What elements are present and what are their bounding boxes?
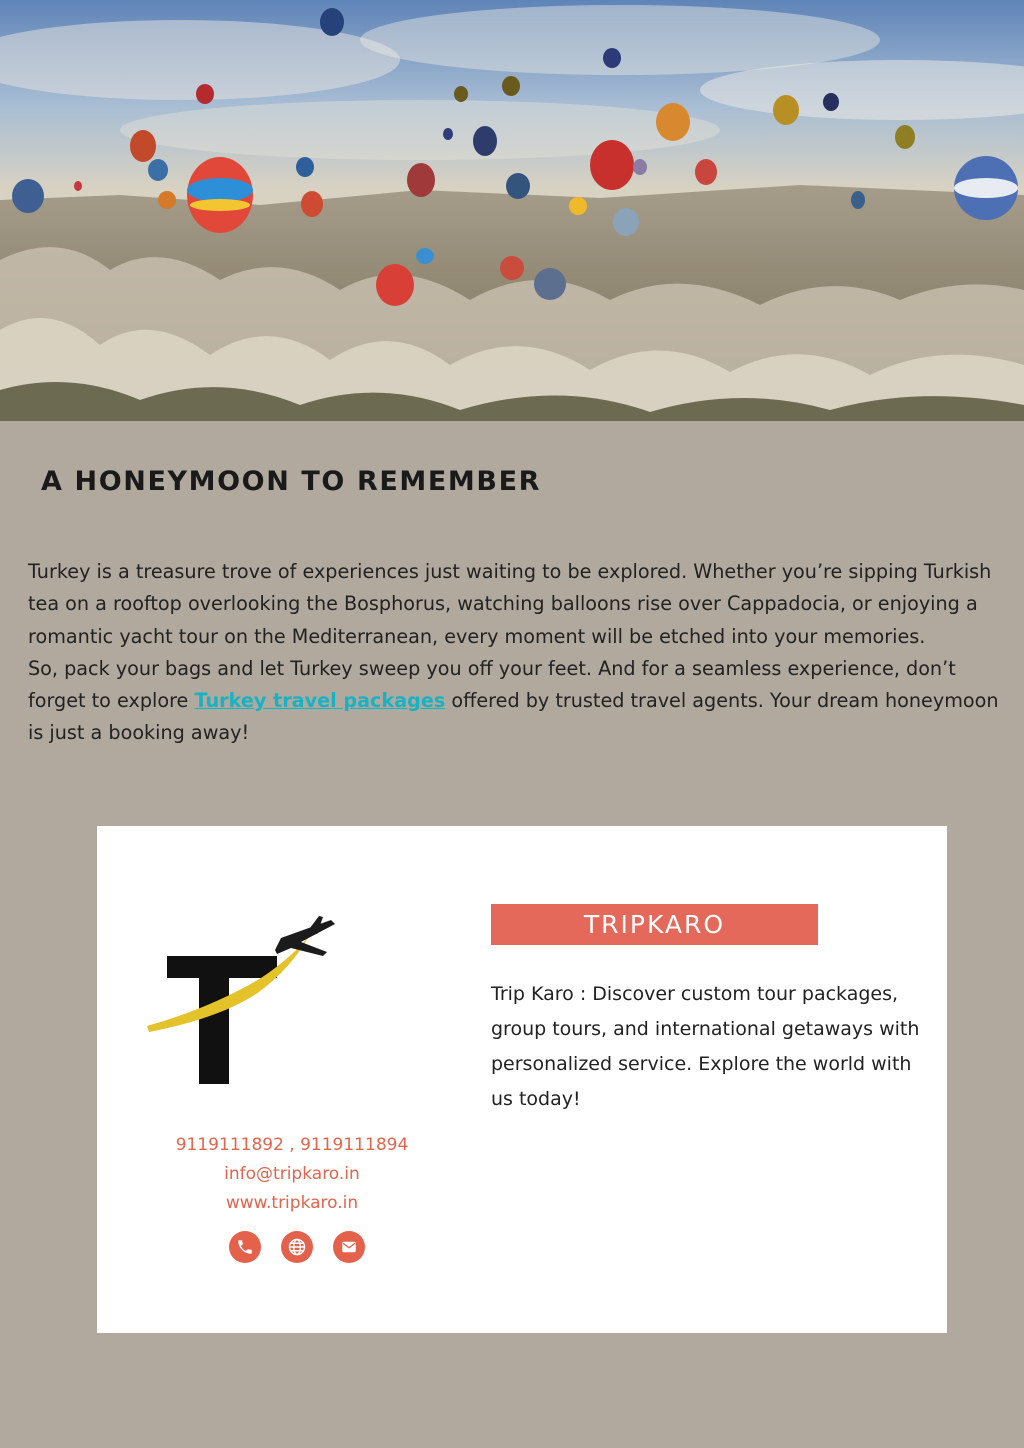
company-card — [97, 826, 947, 1333]
phone-icon[interactable] — [229, 1231, 261, 1263]
turkey-packages-link[interactable]: Turkey travel packages — [194, 689, 446, 713]
paragraph-cta-before: So, pack your bags and let Turkey sweep you off your feet. And for a seamless experience, don’t forget to explore — [28, 656, 956, 713]
website-address[interactable]: www.tripkaro.in — [225, 1193, 359, 1213]
hero-image — [0, 0, 1024, 421]
paragraph-intro: Turkey is a treasure trove of experiences just waiting to be explored. Whether you’re sipping Turkish tea on a rooftop overlooking the Bosphorus, watching balloons rise over Cappadocia, or enjoying a romantic yacht tour on the Mediterranean, every moment will be etched into your memories. — [28, 560, 992, 648]
paragraph-cta — [28, 653, 1003, 750]
tripkaro-logo-icon — [141, 908, 351, 1088]
contact-info — [157, 1131, 427, 1218]
contact-icons — [229, 1231, 369, 1265]
page-heading: A HONEYMOON TO REMEMBER — [41, 466, 542, 497]
company-description: Trip Karo : Discover custom tour packages, group tours, and international getaways with personalized service. Explore the world with us today! — [491, 983, 920, 1110]
brand-name-banner: TRIPKARO — [491, 904, 818, 945]
paragraph-cta-after: offered by trusted travel agents. Your dream honeymoon is just a booking away! — [28, 689, 999, 745]
mail-icon[interactable] — [333, 1231, 365, 1263]
balloon-landscape-illustration — [0, 0, 1024, 421]
body-text — [28, 556, 1003, 750]
email-address[interactable]: info@tripkaro.in — [224, 1164, 360, 1184]
globe-icon[interactable] — [281, 1231, 313, 1263]
phone-numbers: 9119111892 , 9119111894 — [175, 1135, 409, 1155]
